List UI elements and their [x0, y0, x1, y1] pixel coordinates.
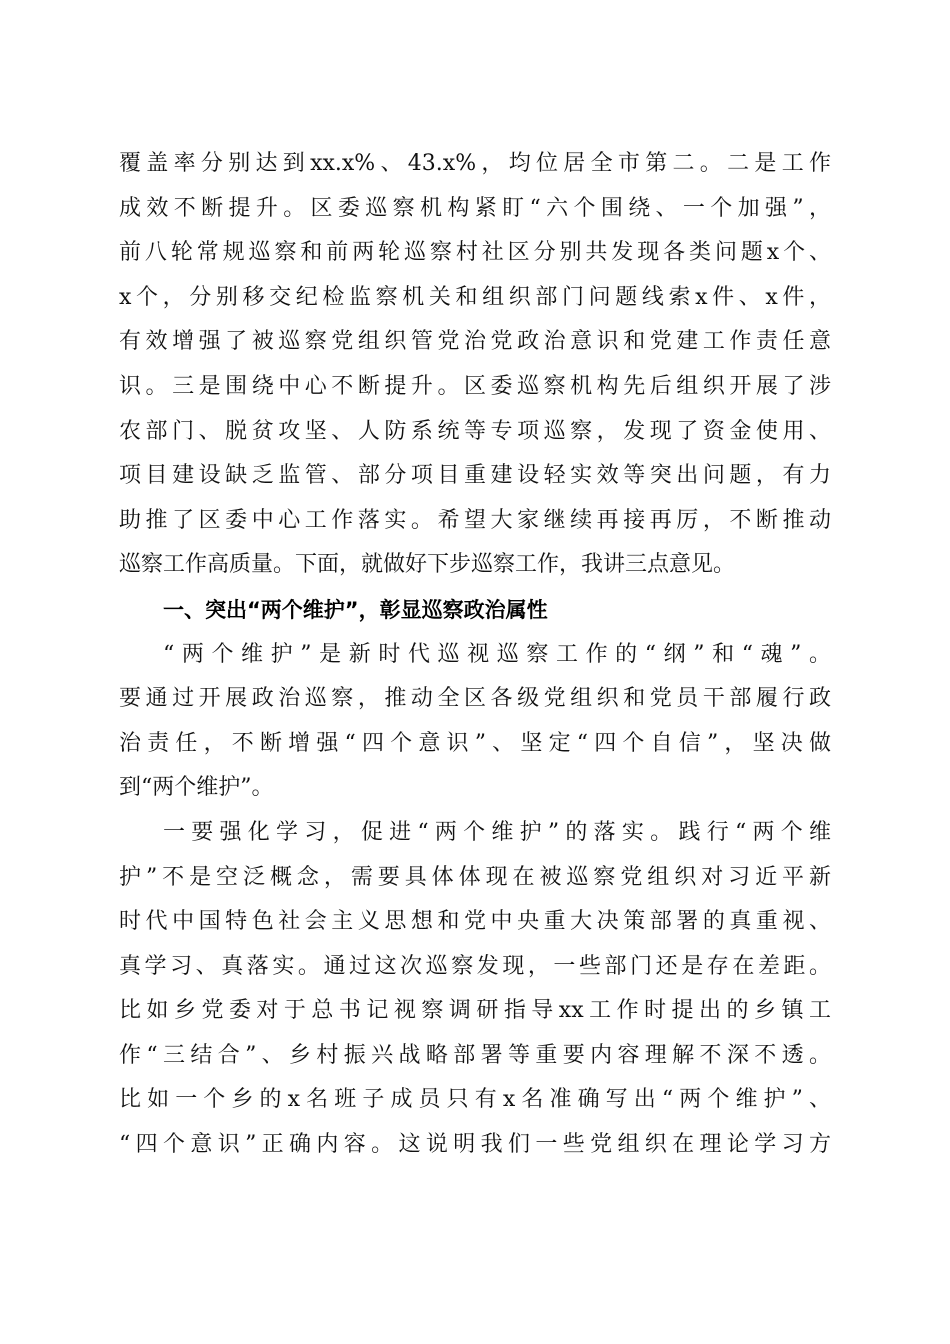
text-line: 农部门、脱贫攻坚、人防系统等专项巡察，发现了资金使用、: [119, 418, 831, 444]
text-line: 护”不是空泛概念，需要具体体现在被巡察党组织对习近平新: [119, 864, 831, 890]
text-line: 有效增强了被巡察党组织管党治党政治意识和党建工作责任意: [119, 329, 831, 355]
text-line: x个，分别移交纪检监察机关和组织部门问题线索x件、x件，: [119, 284, 831, 310]
text-line: 项目建设缺乏监管、部分项目重建设轻实效等突出问题，有力: [119, 463, 831, 489]
paragraph-strengthen-study: [119, 811, 831, 1168]
document-body: [119, 142, 831, 1168]
section-heading: 一、突出“两个维护”，彰显巡察政治属性: [163, 597, 548, 622]
text-line: 覆盖率分别达到xx.x%、43.x%，均位居全市第二。二是工作: [119, 151, 831, 176]
text-line: 助推了区委中心工作落实。希望大家继续再接再厉，不断推动: [119, 507, 831, 533]
text-line: 一要强化学习，促进“两个维护”的落实。践行“两个维: [163, 819, 831, 845]
text-line: 比如一个乡的x名班子成员只有x名准确写出“两个维护”、: [119, 1087, 831, 1113]
text-line: 巡察工作高质量。下面，就做好下步巡察工作，我讲三点意见。: [119, 552, 736, 578]
text-line: 到“两个维护”。: [119, 775, 274, 801]
text-line: 治责任，不断增强“四个意识”、坚定“四个自信”，坚决做: [119, 730, 831, 756]
paragraph-two-maintenances: [119, 633, 831, 811]
text-line: “两个维护”是新时代巡视巡察工作的“纲”和“魂”。: [163, 641, 831, 667]
text-line: “四个意识”正确内容。这说明我们一些党组织在理论学习方: [119, 1132, 831, 1158]
paragraph-opening-continuation: [119, 142, 831, 588]
text-line: 要通过开展政治巡察，推动全区各级党组织和党员干部履行政: [119, 686, 831, 712]
text-line: 时代中国特色社会主义思想和党中央重大决策部署的真重视、: [119, 909, 831, 935]
text-line: 识。三是围绕中心不断提升。区委巡察机构先后组织开展了涉: [119, 373, 831, 399]
text-line: 成效不断提升。区委巡察机构紧盯“六个围绕、一个加强”，: [119, 195, 831, 221]
text-line: 真学习、真落实。通过这次巡察发现，一些部门还是存在差距。: [119, 953, 831, 979]
text-line: 作“三结合”、乡村振兴战略部署等重要内容理解不深不透。: [119, 1042, 831, 1068]
text-line: 比如乡党委对于总书记视察调研指导xx工作时提出的乡镇工: [119, 998, 831, 1024]
text-line: 前八轮常规巡察和前两轮巡察村社区分别共发现各类问题x个、: [119, 240, 831, 266]
